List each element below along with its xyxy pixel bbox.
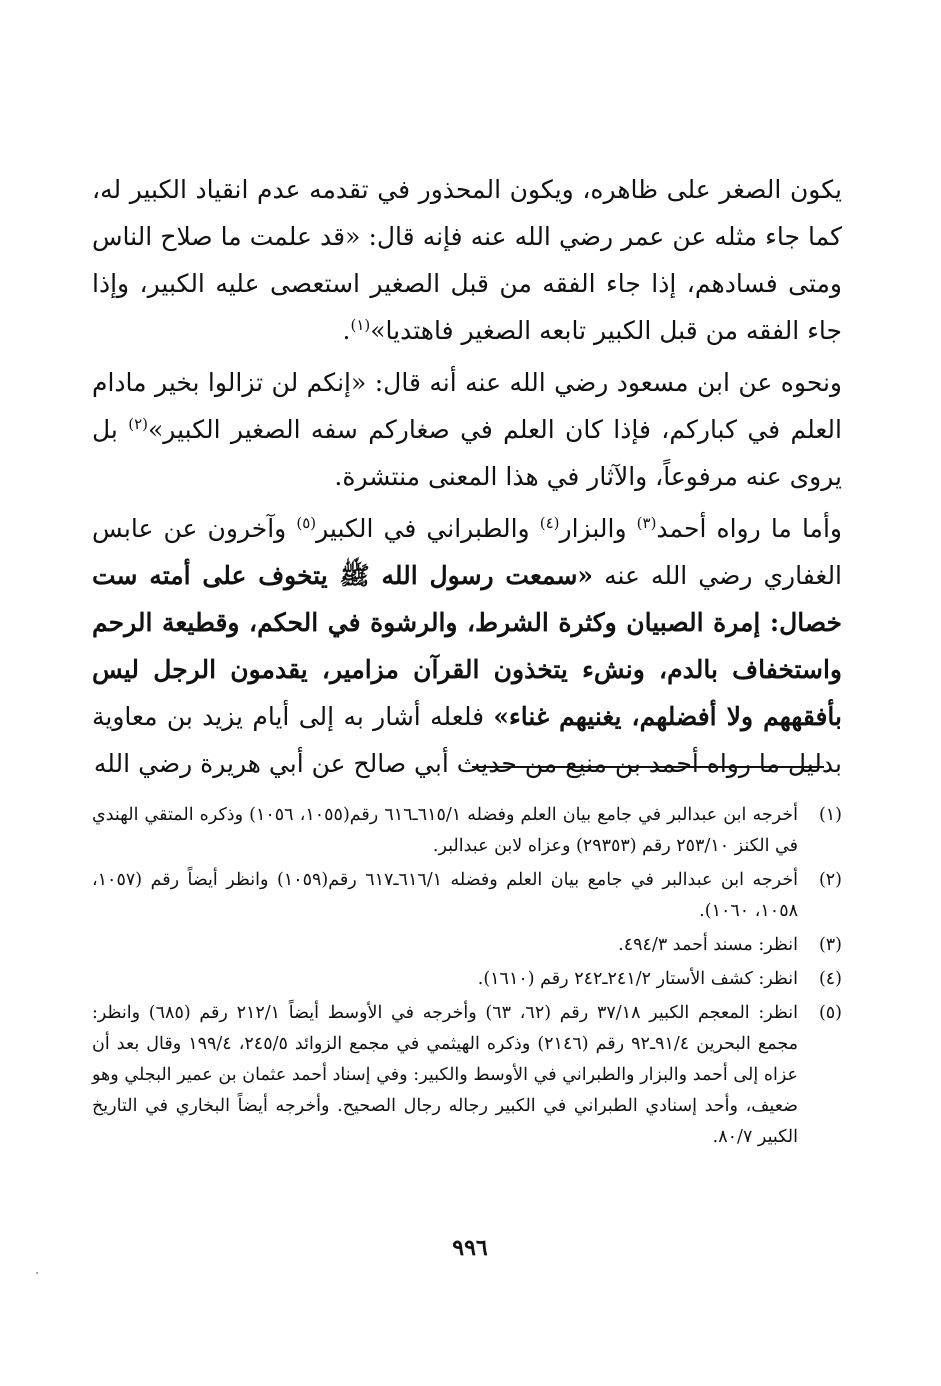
- footnote-4: [92, 964, 842, 995]
- paragraph-3-text-a: وأما ما رواه أحمد: [656, 514, 842, 543]
- paragraph-3: [92, 505, 842, 787]
- paragraph-1-end: .: [342, 316, 351, 345]
- hadith-quote: «سمعت رسول الله ﷺ يتخوف على أمته ست خصال: إمرة الصبيان وكثرة الشرط، والرشوة في الحكم، وقطيعة الرحم واستخفاف بالدم، ونشء يتخذون القرآن مزامير، يقدمون الرجل ليس بأفقههم ولا أفضلهم، يغنيهم غناء»: [92, 561, 842, 731]
- footnote-text: أخرجه ابن عبدالبر في جامع بيان العلم وفضله ٦١٦/١ـ٦١٧ رقم(١٠٥٩) وانظر أيضاً رقم (١٠٥٧، ١٠٥٨، ١٠٦٠).: [92, 870, 798, 921]
- footnote-number: (٣): [818, 935, 842, 955]
- paragraph-2-tail: بل يروى عنه مرفوعاً، والآثار في هذا المعنى منتشرة.: [92, 415, 842, 491]
- footnotes: [92, 800, 842, 1156]
- footnote-number: (١): [818, 805, 842, 825]
- footnote-5: [92, 998, 842, 1153]
- paragraph-2: [92, 359, 842, 500]
- footnote-text: انظر: كشف الأستار ٢٤١/٢ـ٢٤٢ رقم (١٦١٠).: [477, 969, 798, 989]
- paragraph-1: [92, 166, 842, 354]
- footnote-number: (٤): [818, 969, 842, 989]
- paragraph-3-text-b: والبزار: [559, 514, 637, 543]
- footnote-text: انظر: المعجم الكبير ٣٧/١٨ رقم (٦٢، ٦٣) وأخرجه في الأوسط أيضاً ٢١٢/١ رقم (٦٨٥) وانظر: مجمع البحرين ٩١/٤ـ٩٢ رقم (٢١٤٦) وذكره الهيثمي في مجمع الزوائد ٢٤٥/٥، ١٩٩/٤ وقال بعد أن عزاه إلى أحمد والبزار والطبراني في الأوسط والكبير: وفي إسناد أحمد عثمان بن عمير البجلي وهو ضعيف، وأحد إسنادي الطبراني في الكبير رجاله رجال الصحيح. وأخرجه أيضاً البخاري في التاريخ الكبير ٨٠/٧.: [92, 1003, 799, 1147]
- footnote-number: (٢): [818, 870, 842, 890]
- paragraph-3-text-e: فلعله أشار به إلى أيام يزيد بن معاوية بدليل ما رواه أحمد بن منيع من حديث أبي صالح عن أبي هريرة رضي الله: [92, 702, 842, 778]
- footnote-2: [92, 865, 842, 927]
- paragraph-3-text-c: والطبراني في الكبير: [316, 514, 540, 543]
- scan-speck: [36, 1272, 38, 1274]
- footnote-ref-1: (١): [350, 316, 371, 334]
- main-text: [92, 166, 842, 787]
- footnote-3: [92, 930, 842, 961]
- paragraph-1-text: يكون الصغر على ظاهره، ويكون المحذور في تقدمه عدم انقياد الكبير له، كما جاء مثله عن عمر رضي الله عنه فإنه قال: «قد علمت ما صلاح الناس ومتى فسادهم، إذا جاء الفقه من قبل الصغير استعصى عليه الكبير، وإذا جاء الفقه من قبل الكبير تابعه الصغير فاهتديا»: [92, 175, 842, 345]
- footnote-text: أخرجه ابن عبدالبر في جامع بيان العلم وفضله ٦١٥/١ـ٦١٦ رقم(١٠٥٥، ١٠٥٦) وذكره المتقي الهندي في الكنز ٢٥٣/١٠ رقم (٢٩٣٥٣) وعزاه لابن عبدالبر.: [92, 805, 798, 856]
- footnote-ref-5: (٥): [296, 514, 317, 532]
- paragraph-2-text: ونحوه عن ابن مسعود رضي الله عنه أنه قال: «إنكم لن تزالوا بخير مادام العلم في كباركم، فإذا كان العلم في صغاركم سفه الصغير الكبير»: [92, 368, 843, 444]
- footnote-ref-4: (٤): [539, 514, 560, 532]
- footnote-1: [92, 800, 842, 862]
- page-number: ٩٩٦: [452, 1235, 488, 1261]
- footnote-separator: [472, 766, 824, 768]
- footnote-ref-3: (٣): [636, 514, 657, 532]
- paragraph-3-text-d: وآخرون عن عابس الغفاري رضي الله عنه: [92, 514, 843, 590]
- footnote-number: (٥): [818, 1003, 842, 1023]
- footnote-text: انظر: مسند أحمد ٤٩٤/٣.: [618, 935, 798, 955]
- footnote-ref-2: (٢): [128, 415, 149, 433]
